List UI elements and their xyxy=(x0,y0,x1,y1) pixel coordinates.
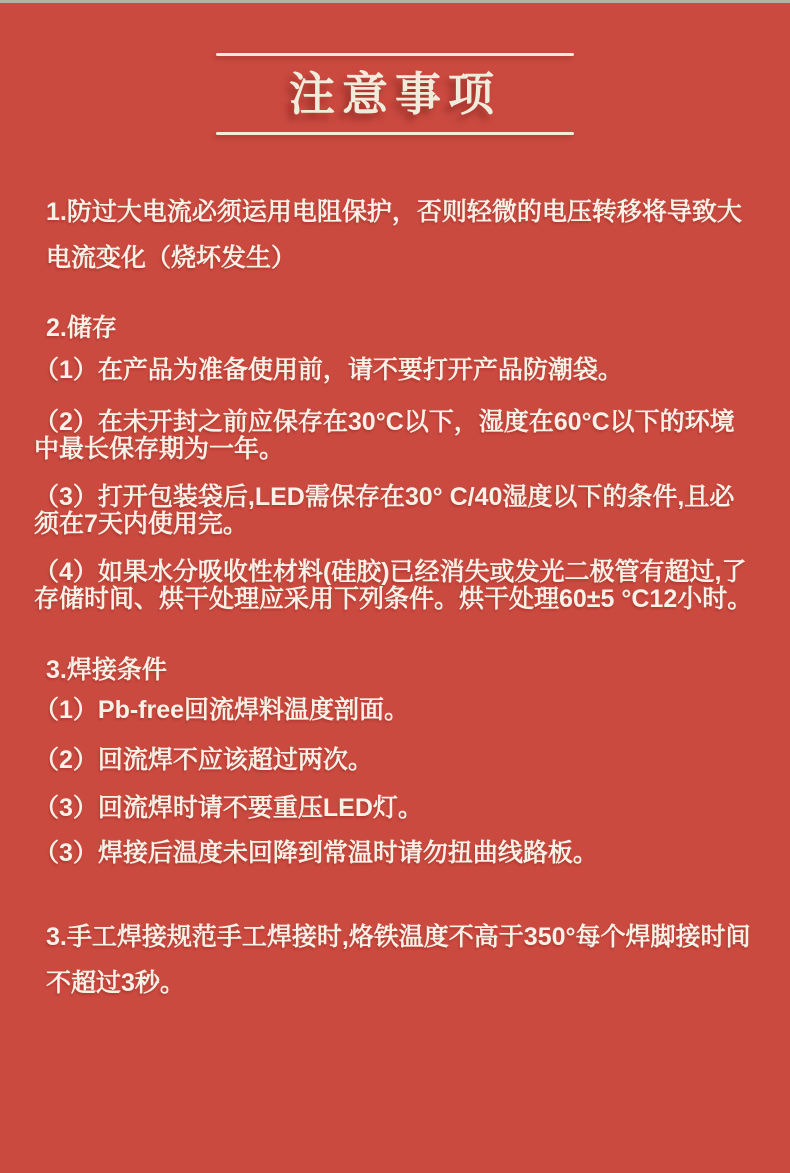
page-title: 注意事项 xyxy=(289,68,501,120)
hand-soldering-rule xyxy=(34,914,770,1006)
soldering-item-4 xyxy=(34,838,770,868)
soldering-item-1 xyxy=(34,695,770,725)
header xyxy=(0,53,790,135)
notice-line: （4）如果水分吸收性材料(硅胶)已经消失或发光二极管有超过,了 xyxy=(34,558,747,586)
notice-line: （1）在产品为准备使用前，请不要打开产品防潮袋。 xyxy=(34,356,623,384)
notice-line: 须在7天内使用完。 xyxy=(34,510,248,538)
section-heading-text: 3.焊接条件 xyxy=(46,656,167,684)
notice-line: 电流变化（烧坏发生） xyxy=(46,244,297,272)
title-rule-bottom xyxy=(216,132,574,135)
storage-item-1 xyxy=(34,355,770,385)
soldering-item-3 xyxy=(34,793,770,823)
notice-line: 不超过3秒。 xyxy=(46,969,185,997)
notice-line: 中最长保存期为一年。 xyxy=(34,435,285,463)
notice-overcurrent-warning xyxy=(34,189,770,281)
storage-section-heading xyxy=(34,313,770,343)
soldering-item-2 xyxy=(34,745,770,775)
soldering-section-heading xyxy=(34,655,770,685)
notice-content xyxy=(34,189,770,1006)
top-border-strip xyxy=(0,0,790,3)
notice-line: 3.手工焊接规范手工焊接时,烙铁温度不高于350°每个焊脚接时间 xyxy=(46,923,751,951)
notice-line: （3）打开包装袋后,LED需保存在30° C/40湿度以下的条件,且必 xyxy=(34,483,735,511)
notice-line: 1.防过大电流必须运用电阻保护，否则轻微的电压转移将导致大 xyxy=(46,198,742,226)
section-heading-text: 2.储存 xyxy=(46,314,117,342)
storage-item-2 xyxy=(34,409,770,463)
storage-item-3 xyxy=(34,484,770,538)
notice-line: （2）回流焊不应该超过两次。 xyxy=(34,746,373,774)
title-rule-top xyxy=(216,53,574,56)
notice-line: （3）回流焊时请不要重压LED灯。 xyxy=(34,794,423,822)
notice-line: （3）焊接后温度未回降到常温时请勿扭曲线路板。 xyxy=(34,839,598,867)
notice-line: （2）在未开封之前应保存在30°C以下，湿度在60°C以下的环境 xyxy=(34,408,735,436)
notice-line: （1）Pb-free回流焊料温度剖面。 xyxy=(34,696,410,724)
storage-item-4 xyxy=(34,559,770,613)
notice-line: 存储时间、烘干处理应采用下列条件。烘干处理60±5 °C12小时。 xyxy=(34,585,753,613)
